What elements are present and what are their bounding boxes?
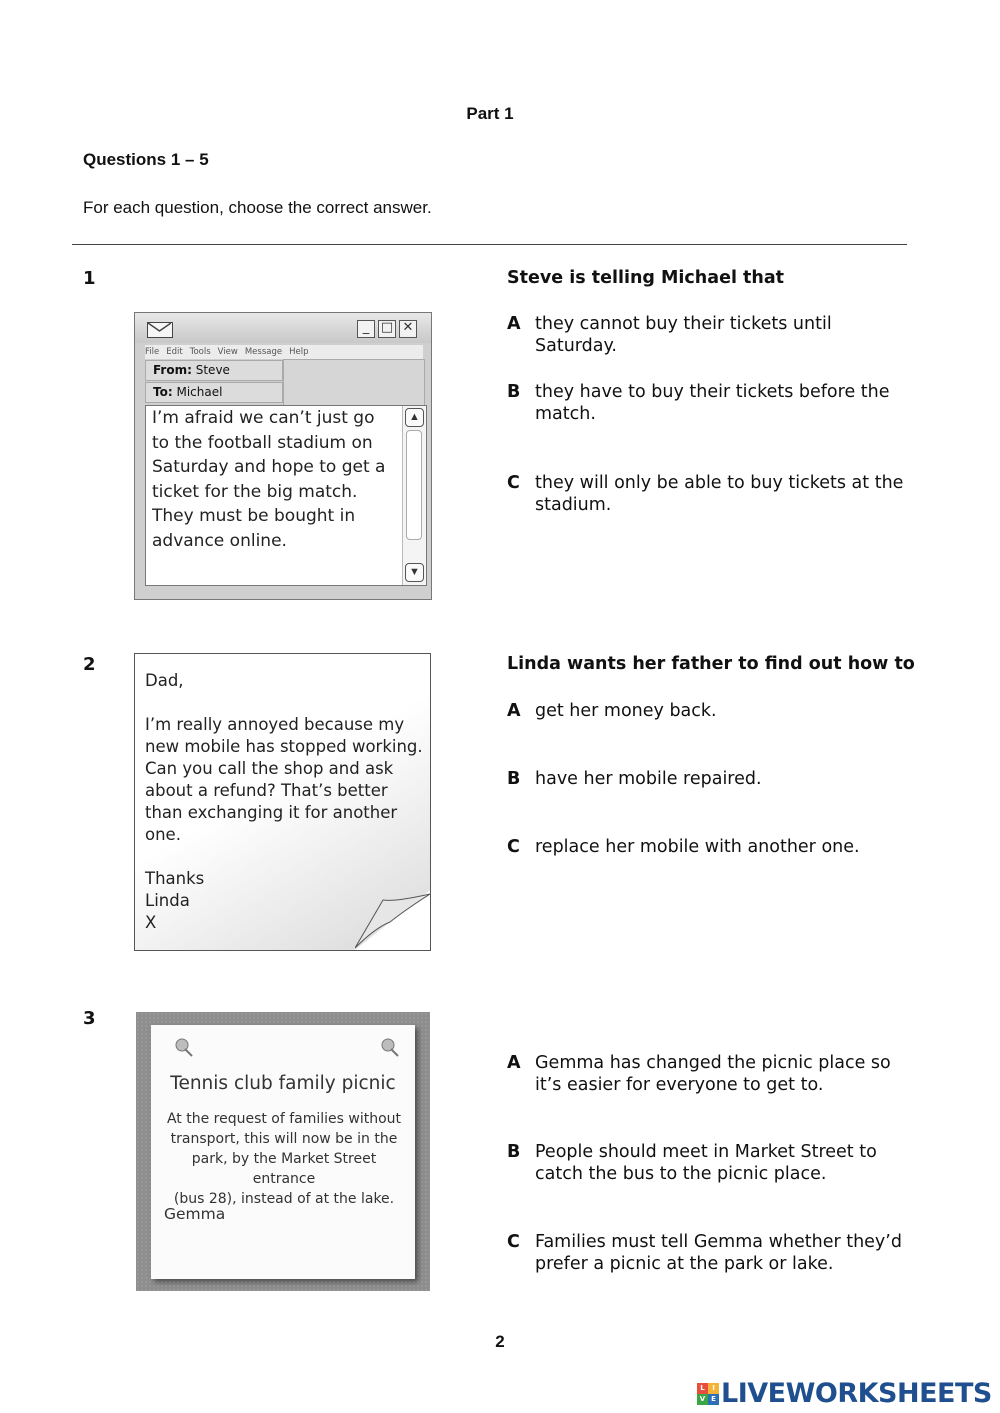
menu-view: View [217, 347, 238, 357]
note-line: Linda [145, 891, 190, 910]
notice-line: (bus 28), instead of at the lake. [173, 1191, 395, 1207]
menu-help: Help [289, 347, 309, 357]
logo-letter-i: I [708, 1383, 719, 1394]
email-menubar [145, 345, 423, 359]
option-1c[interactable] [507, 472, 907, 516]
question-1-stem: Steve is telling Michael that [507, 268, 785, 288]
notice-line: transport, this will now be in the [170, 1131, 398, 1147]
note-line: I’m really annoyed because my [145, 715, 405, 734]
notice-paper [151, 1025, 415, 1279]
pushpin-icon [379, 1037, 401, 1059]
notice-line: park, by the Market Street entrance [191, 1151, 377, 1187]
notice-board [136, 1012, 430, 1291]
scroll-down-icon: ▼ [405, 563, 424, 582]
option-text: they have to buy their tickets before the match. [535, 382, 890, 424]
note-line: Can you call the shop and ask [145, 759, 394, 778]
option-letter: A [507, 1053, 521, 1073]
option-text: People should meet in Market Street to catch the bus to the picnic place. [535, 1142, 877, 1184]
email-titlebar [135, 313, 431, 343]
email-window [134, 312, 432, 600]
email-body [145, 405, 427, 586]
brand-text: LIVEWORKSHEETS [721, 1378, 992, 1409]
option-1b[interactable] [507, 381, 907, 425]
divider [72, 244, 907, 245]
note-line: new mobile has stopped working. [145, 737, 423, 756]
option-letter: B [507, 1142, 521, 1162]
question-number-3: 3 [83, 1008, 96, 1029]
option-2b[interactable] [507, 768, 907, 790]
page-curl-icon [355, 890, 430, 950]
email-line: Saturday and hope to get a [152, 457, 386, 478]
note-line [145, 692, 425, 714]
option-letter: C [507, 473, 520, 493]
note-line: one. [145, 825, 181, 844]
liveworksheets-logo-icon [697, 1383, 719, 1405]
option-letter: C [507, 1232, 520, 1252]
note-line: Thanks [145, 869, 205, 888]
option-letter: A [507, 314, 521, 334]
email-line: to the football stadium on [152, 432, 373, 453]
option-text: they cannot buy their tickets until Saturday. [535, 314, 832, 356]
maximize-icon: □ [378, 320, 396, 338]
notice-line: At the request of families without [166, 1111, 402, 1127]
logo-letter-v: V [697, 1394, 708, 1405]
email-body-text [152, 406, 402, 554]
option-text: Families must tell Gemma whether they’d prefer a picnic at the park or lake. [535, 1232, 902, 1274]
scroll-thumb [406, 430, 422, 540]
option-2a[interactable] [507, 700, 907, 722]
email-scrollbar [402, 406, 426, 585]
email-to-field [145, 382, 283, 403]
email-line: ticket for the big match. [152, 481, 358, 502]
instruction: For each question, choose the correct answer. [83, 198, 432, 217]
option-3c[interactable] [507, 1231, 907, 1275]
question-2-stem: Linda wants her father to find out how to [507, 654, 915, 674]
page-number: 2 [495, 1332, 505, 1351]
email-from-field [145, 360, 283, 381]
option-1a[interactable] [507, 313, 907, 357]
envelope-icon [147, 322, 173, 338]
close-icon: ✕ [399, 320, 417, 338]
note-line: Dad, [145, 671, 184, 690]
to-value: Michael [176, 385, 223, 399]
note-line [145, 846, 425, 868]
from-value: Steve [195, 363, 230, 377]
option-letter: B [507, 382, 521, 402]
part-title: Part 1 [466, 104, 514, 123]
menu-message: Message [244, 347, 283, 357]
option-3a[interactable] [507, 1052, 907, 1096]
handwritten-note [134, 653, 431, 951]
note-line: X [145, 913, 157, 932]
notice-body [161, 1109, 407, 1209]
minimize-icon: _ [357, 320, 375, 338]
option-letter: C [507, 837, 520, 857]
option-3b[interactable] [507, 1141, 907, 1185]
option-text: Gemma has changed the picnic place so it’s easier for everyone to get to. [535, 1053, 891, 1095]
option-text: have her mobile repaired. [535, 769, 762, 789]
scroll-up-icon: ▲ [405, 408, 424, 427]
option-2c[interactable] [507, 836, 907, 858]
option-text: replace her mobile with another one. [535, 837, 860, 857]
notice-title: Tennis club family picnic [170, 1073, 396, 1094]
option-text: they will only be able to buy tickets at the stadium. [535, 473, 904, 515]
email-line: They must be bought in [152, 506, 356, 527]
questions-range: Questions 1 – 5 [83, 150, 209, 169]
option-letter: A [507, 701, 521, 721]
note-line: than exchanging it for another [145, 803, 398, 822]
email-line: I’m afraid we can’t just go [152, 408, 375, 428]
menu-tools: Tools [189, 347, 211, 357]
from-label: From: [153, 363, 192, 377]
logo-letter-l: L [697, 1383, 708, 1394]
question-number-1: 1 [83, 268, 96, 289]
option-letter: B [507, 769, 521, 789]
email-line: advance online. [152, 530, 287, 551]
notice-signature: Gemma [164, 1205, 226, 1223]
to-label: To: [153, 385, 173, 399]
menu-edit: Edit [166, 347, 183, 357]
option-text: get her money back. [535, 701, 717, 721]
note-line: about a refund? That’s better [145, 781, 388, 800]
question-number-2: 2 [83, 654, 96, 675]
liveworksheets-brand[interactable] [697, 1378, 992, 1409]
email-header-panel [283, 359, 425, 406]
pushpin-icon [173, 1037, 195, 1059]
menu-file: File [145, 347, 160, 357]
logo-letter-e: E [708, 1394, 719, 1405]
